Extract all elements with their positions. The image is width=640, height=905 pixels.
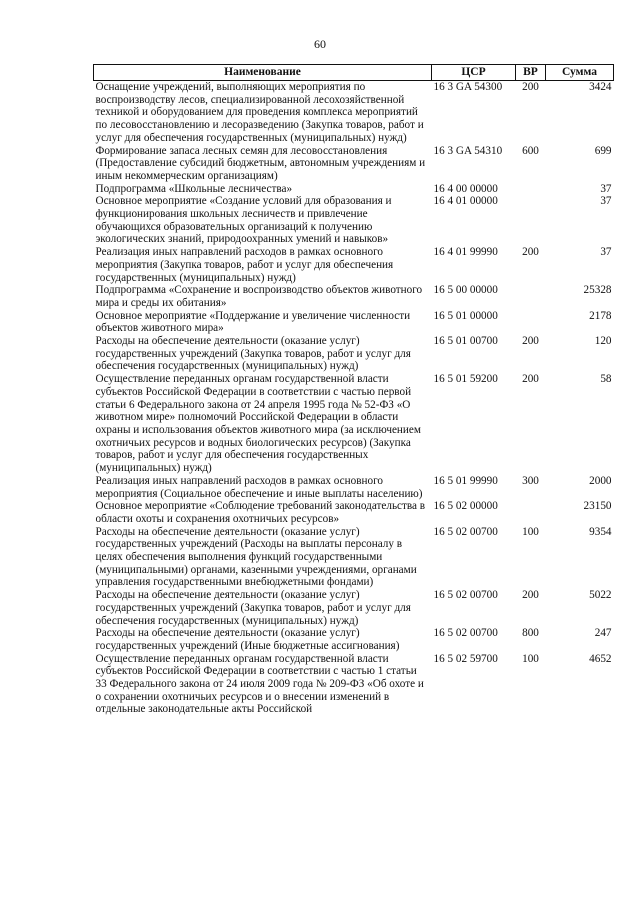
row-name-cell: Реализация иных направлений расходов в рамках основного мероприятия (Закупка товаров, работ и услуг для обеспечения государственных (муниципальных) нужд) bbox=[95, 246, 394, 284]
table-row bbox=[94, 653, 614, 717]
row-vr-cell: 200 bbox=[522, 246, 539, 259]
header-vr: ВР bbox=[516, 65, 546, 81]
row-csr-cell: 16 5 00 00000 bbox=[433, 284, 498, 297]
row-name-cell: Расходы на обеспечение деятельности (оказание услуг) государственных учреждений (Иные бюджетные ассигнования) bbox=[95, 627, 400, 652]
row-vr-cell: 200 bbox=[522, 589, 539, 602]
table-row bbox=[94, 183, 614, 196]
row-vr-cell: 100 bbox=[522, 652, 539, 665]
row-csr-cell: 16 5 02 00700 bbox=[433, 525, 498, 538]
row-vr-cell: 200 bbox=[522, 335, 539, 348]
row-sum-cell: 58 bbox=[600, 373, 612, 386]
row-csr-cell: 16 4 00 00000 bbox=[433, 182, 498, 195]
row-sum-cell: 37 bbox=[600, 182, 612, 195]
table-row bbox=[94, 500, 614, 525]
row-name-cell: Оснащение учреждений, выполняющих мероприятия по воспроизводству лесов, специализированной лесохозяйственной техникой и оборудованием для проведения комплекса мероприятий по лесовосстановлению и лесоразведению (Закупка товаров, работ и услуг для обеспечения государственных (муниципальных) нужд) bbox=[95, 81, 424, 144]
row-csr-cell: 16 5 02 59700 bbox=[433, 652, 498, 665]
row-sum-cell: 5022 bbox=[589, 589, 612, 602]
row-csr-cell: 16 5 01 00000 bbox=[433, 309, 498, 322]
row-csr-cell: 16 4 01 99990 bbox=[433, 246, 498, 259]
row-vr-cell bbox=[516, 310, 546, 335]
row-sum-cell: 37 bbox=[600, 195, 612, 208]
row-vr-cell: 100 bbox=[522, 525, 539, 538]
row-name-cell: Реализация иных направлений расходов в рамках основного мероприятия (Социальное обеспечение и иные выплаты населению) bbox=[95, 474, 423, 500]
budget-table bbox=[93, 64, 614, 716]
row-csr-cell: 16 4 01 00000 bbox=[433, 195, 498, 208]
row-name-cell: Формирование запаса лесных семян для лесовосстановления (Предоставление субсидий бюджетным, автономным учреждениям и иным некоммерческим организациям) bbox=[95, 144, 426, 182]
row-csr-cell: 16 5 01 00700 bbox=[433, 335, 498, 348]
row-name-cell: Расходы на обеспечение деятельности (оказание услуг) государственных учреждений (Закупка товаров, работ и услуг для обеспечения государственных (муниципальных) нужд) bbox=[95, 335, 411, 373]
row-sum-cell: 120 bbox=[594, 335, 612, 348]
table-row bbox=[94, 589, 614, 627]
table-row bbox=[94, 627, 614, 652]
row-vr-cell: 200 bbox=[522, 373, 539, 386]
row-sum-cell: 9354 bbox=[589, 525, 612, 538]
row-sum-cell: 2000 bbox=[589, 474, 612, 487]
row-sum-cell: 2178 bbox=[589, 309, 612, 322]
table-header-row bbox=[94, 65, 614, 81]
table-row bbox=[94, 284, 614, 309]
table-row bbox=[94, 310, 614, 335]
row-csr-cell: 16 3 GA 54310 bbox=[433, 144, 503, 157]
row-name-cell: Подпрограмма «Сохранение и воспроизводство объектов животного мира и среды их обитания» bbox=[95, 284, 423, 309]
row-vr-cell bbox=[516, 195, 546, 246]
row-name-cell: Подпрограмма «Школьные лесничества» bbox=[95, 182, 293, 195]
row-sum-cell: 247 bbox=[594, 627, 612, 640]
row-name-cell: Осуществление переданных органам государственной власти субъектов Российской Федерации в соответствии с частью 1 статьи 33 Федерального закона от 24 июля 2009 года № 209-ФЗ «Об охоте и о сохранении охотничьих ресурсов и о внесении изменений в отдельные законодательные акты Российской bbox=[95, 652, 424, 716]
row-vr-cell bbox=[516, 500, 546, 525]
row-csr-cell: 16 5 01 59200 bbox=[433, 373, 498, 386]
table-row bbox=[94, 526, 614, 590]
row-name-cell: Расходы на обеспечение деятельности (оказание услуг) государственных учреждений (Расходы на выплаты персоналу в целях обеспечения выполнения функций государственными (муниципальными) органами, казенными учреждениями, органами управления государственными внебюджетными фондами) bbox=[95, 525, 417, 589]
table-row bbox=[94, 373, 614, 475]
row-csr-cell: 16 5 02 00700 bbox=[433, 627, 498, 640]
row-name-cell: Основное мероприятие «Поддержание и увеличение численности объектов животного мира» bbox=[95, 309, 411, 335]
row-name-cell: Осуществление переданных органам государственной власти субъектов Российской Федерации в соответствии с частью первой статьи 6 Федерального закона от 24 апреля 1995 года № 52-ФЗ «О животном мире» полномочий Российской Федерации в области охраны и использования объектов животного мира (за исключением охотничьих ресурсов и водных биологических ресурсов) (Закупка товаров, работ и услуг для обеспечения государственных (муниципальных) нужд) bbox=[95, 373, 421, 475]
table-body bbox=[94, 81, 614, 717]
header-sum: Сумма bbox=[546, 65, 614, 81]
row-sum-cell: 4652 bbox=[589, 652, 612, 665]
page-number: 60 bbox=[314, 37, 326, 51]
row-sum-cell: 699 bbox=[594, 144, 612, 157]
row-sum-cell: 23150 bbox=[583, 500, 612, 513]
table-row bbox=[94, 195, 614, 246]
row-vr-cell bbox=[516, 183, 546, 196]
table-row bbox=[94, 246, 614, 284]
row-csr-cell: 16 5 02 00000 bbox=[433, 500, 498, 513]
header-csr: ЦСР bbox=[432, 65, 516, 81]
row-name-cell: Основное мероприятие «Создание условий для образования и функционирования школьных лесничеств и привлечение обучающихся образовательных организаций к получению экологических знаний, природоохранных умений и навыков» bbox=[95, 195, 392, 246]
row-vr-cell: 300 bbox=[522, 474, 539, 487]
row-vr-cell: 800 bbox=[522, 627, 539, 640]
table-row bbox=[94, 145, 614, 183]
row-sum-cell: 37 bbox=[600, 246, 612, 259]
row-vr-cell: 200 bbox=[522, 81, 539, 93]
header-name: Наименование bbox=[94, 65, 432, 81]
row-sum-cell: 25328 bbox=[583, 284, 612, 297]
row-sum-cell: 3424 bbox=[589, 81, 612, 93]
table-row bbox=[94, 81, 614, 145]
row-vr-cell: 600 bbox=[522, 144, 539, 157]
row-name-cell: Расходы на обеспечение деятельности (оказание услуг) государственных учреждений (Закупка товаров, работ и услуг для обеспечения государственных (муниципальных) нужд) bbox=[95, 589, 411, 627]
row-csr-cell: 16 3 GA 54300 bbox=[433, 81, 503, 93]
table-row bbox=[94, 335, 614, 373]
row-name-cell: Основное мероприятие «Соблюдение требований законодательства в области охоты и сохранения охотничьих ресурсов» bbox=[95, 500, 426, 525]
row-vr-cell bbox=[516, 284, 546, 309]
row-csr-cell: 16 5 01 99990 bbox=[433, 474, 498, 487]
row-csr-cell: 16 5 02 00700 bbox=[433, 589, 498, 602]
table-row bbox=[94, 475, 614, 500]
